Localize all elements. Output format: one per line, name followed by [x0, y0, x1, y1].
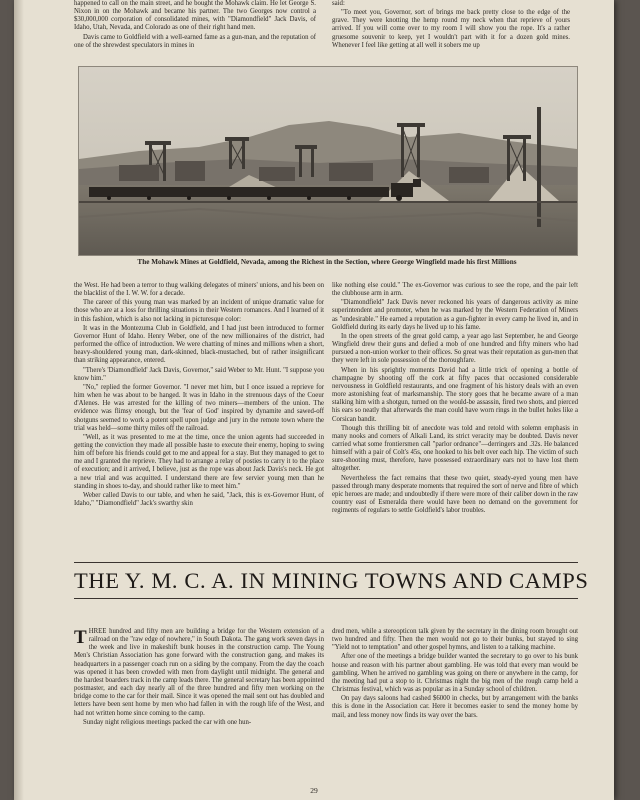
paragraph: Sunday night religious meetings packed the car with one hun-: [83, 718, 252, 726]
paragraph: like nothing else could." The ex-Governor was curious to see the rope, and the pair left the clubhouse arm in arm.: [332, 282, 578, 298]
binding-gutter: [14, 0, 24, 800]
paragraph: "There's 'Diamondfield' Jack Davis, Governor," said Weber to Mr. Hunt. "I suppose you know him.": [74, 366, 324, 382]
bottom-right-column: [332, 628, 578, 780]
paragraph: On pay days saloons had cashed $6000 in checks, but by arrangement with the banks this is done in the Association car. Here it becomes easier to send the money home by mail, and less money now finds its way over the bars.: [332, 695, 578, 719]
article-headline: THE Y. M. C. A. IN MINING TOWNS AND CAMPS: [74, 568, 589, 593]
paragraph: said:: [332, 0, 345, 7]
mid-left-column: [74, 282, 324, 550]
headline-rule-top: [74, 562, 578, 563]
paragraph: dred men, while a stereopticon talk given by the secretary in the dining room brought out two hundred and fifty. Then the men would not go to their bunks, but stayed to sing "Yield not to temptation" and other gospel hymns, and listen to a talking machine.: [332, 628, 578, 652]
paragraph: [74, 628, 324, 718]
paragraph: Weber called Davis to our table, and when he said, "Jack, this is ex-Governor Hunt, of Idaho," "Diamondfield" Jack's swarthy skin: [74, 491, 324, 508]
page-number: 29: [310, 786, 318, 795]
paragraph: In the open streets of the great gold camp, a year ago last September, he and George Wingfield drew their guns and defied a mob of one hundred and fifty miners who had pursued a non-union worker to their offices. So great was their reputation as gun-men that they were left in sole possession of the thoroughfare.: [332, 332, 578, 365]
paragraph: It was in the Montezuma Club in Goldfield, and I had just been introduced to former Governor Hunt of Idaho. Henry Weber, one of the new millionaires of the district, had performed the office of introduction. We were chatting of mines and millions when a short, heavy-shouldered young man, dark-skinned, black-mustached, but of rather insignificant than striking appearance, entered.: [74, 324, 324, 365]
paragraph: happened to call on the main street, and he bought the Mohawk claim. He let George S. Nixon in on the Mohawk and became his partner. The two Georges now control a $30,000,000 corporation of consolidated mines, with "Diamondfield" Jack Davis, of Idaho, Utah, Nevada, and Colorado as one of their right hand men.: [74, 0, 316, 32]
headline-rule-bottom: [74, 598, 578, 599]
mid-right-column: [332, 282, 578, 550]
paragraph: "Diamondfield" Jack Davis never reckoned his years of dangerous activity as mine superintendent and promoter, when he was marked by the Western Federation of Miners as "undesirable." He earned a reputation as a gun-fighter in every camp he lived in, and in Goldfield during its early days he lived up to his fame.: [332, 299, 578, 331]
paragraph: When in his sprightly moments David had a little trick of opening a bottle of champagne by shooting off the cork at fifty paces that occasioned considerable nervousness in Goldfield restaurants, and one fragment of his history deals with an even more astonishing feat of marksmanship. The story goes that he became aware of a man stalking him with a shotgun, turned on the would-be assassin, fired two shots, and pierced his ears so neatly that afterwards the man could have worn rings in the bullet holes like a Corsican bandit.: [332, 366, 578, 423]
paragraph: Though this thrilling bit of anecdote was told and retold with solemn emphasis in many nooks and corners of Alkali Land, its strict veracity may be doubted. Davis never carried what some frontiersmen call "parlor ordnance"—derringers and .32s. He balanced himself with a pair of Colt's 45s, one hooked to his belt over each hip. The victim of such sure-shooting must, therefore, have possessed extraordinary ears not to have lost them altogether.: [332, 424, 578, 473]
photo-caption: The Mohawk Mines at Goldfield, Nevada, among the Richest in the Section, where George Wingfield made his first Millions: [137, 258, 517, 266]
paragraph: Nevertheless the fact remains that these two quiet, steady-eyed young men have passed through many desperate moments that required the sort of nerve and fibre of which epic heroes are made; and undoubtedly if there were more of their caliber down in the raw country east of Esmeralda there would have been no demand on the government for regiments of regulars to settle Goldfield's labor troubles.: [332, 474, 578, 515]
top-left-column: [74, 0, 316, 64]
magazine-page: [14, 0, 614, 800]
paragraph: "To meet you, Governor, sort of brings me back pretty close to the edge of the grave. They were knotting the hemp round my neck when that reprieve of yours arrived. If you will come over to my room I will show you the rope. It's a rather gruesome souvenir to keep, yet I wouldn't part with it for a dozen gold mines. Whenever I feel like getting at all well it sobers me up: [332, 9, 570, 49]
paragraph: Davis came to Goldfield with a well-earned fame as a gun-man, and the reputation of one of the shrewdest speculators in mines in: [74, 33, 316, 49]
paragraph: "Well, as it was presented to me at the time, once the union agents had succeeded in getting the conviction they made all possible haste to execute their enemy, hoping to swing him off before his friends could get to me and appeal for a stay. But they managed to get to me and I granted the reprieve. They had to arrange a relay of posties to carry it to the place of execution; and it arrived, I believe, just as the rope was about Jack Davis's neck. He got a new trial and was acquitted. I understand there are few servier young men than he standing in shoes to-day, and should rather like to meet him.": [74, 433, 324, 490]
paragraph: The career of this young man was marked by an incident of unique dramatic value for those who are at a loss for thrilling situations in their Western romances. And I learned of it in this fashion, which is also not lacking in picturesque color:: [74, 299, 324, 323]
top-right-column: [332, 0, 570, 64]
paragraph: the West. He had been a terror to thug walking delegates of miners' unions, and his been on the blacklist of the I. W. W. for a decade.: [74, 282, 324, 298]
bottom-left-column: [74, 628, 324, 780]
paragraph-text: HREE hundred and fifty men are building a bridge for the Western extension of a railroad on the "raw edge of nowhere," in South Dakota. The gang work seven days in the week and live in makeshift bunk houses in the construction camp. The Young Men's Christian Association has gone forward with the construction gang, and makes its headquarters in a passenger coach run on a siding by the company. From the day the coach was opened it has been crowded with men from daylight until midnight. The general and the hardest boarders track in the camp leads there. The general secretary has been appointed postmaster, and each day nearly all of the three hundred and fifty men working on the bridge come to the car for their mail. Since it was opened the mail sent out has doubled and letters have been sent home by men who had fallen in with the rough life of the West, and had not written home since coming to the camp.: [74, 628, 324, 717]
paragraph: After one of the meetings a bridge builder wanted the secretary to go over to his bunk house and reason with his partner about gambling. He was told that every man would be gambling. When he arrived no gambling was going on there or anywhere in the camp, for the meeting had put a stop to it. Christmas night the big men of the rough camp held a Christmas festival, which was as popular as in a Sunday school of children.: [332, 653, 578, 694]
paragraph: "No," replied the former Governor. "I never met him, but I once issued a reprieve for him when he was about to be hanged. It was in Idaho in the strenuous days of the Coeur d'Alenes. He was arrested for the killing of two miners—members of the union. The evidence was flimsy enough, but the 'fear of God' inspired by dynamite and sawed-off shotguns seemed to work a potent spell upon judge and jury in the remote town where the trial was held—some thirty miles off the railroad.: [74, 383, 324, 432]
mine-photograph-illustration: [79, 67, 577, 255]
mine-photograph: [78, 66, 578, 256]
drop-cap: T: [74, 628, 87, 648]
